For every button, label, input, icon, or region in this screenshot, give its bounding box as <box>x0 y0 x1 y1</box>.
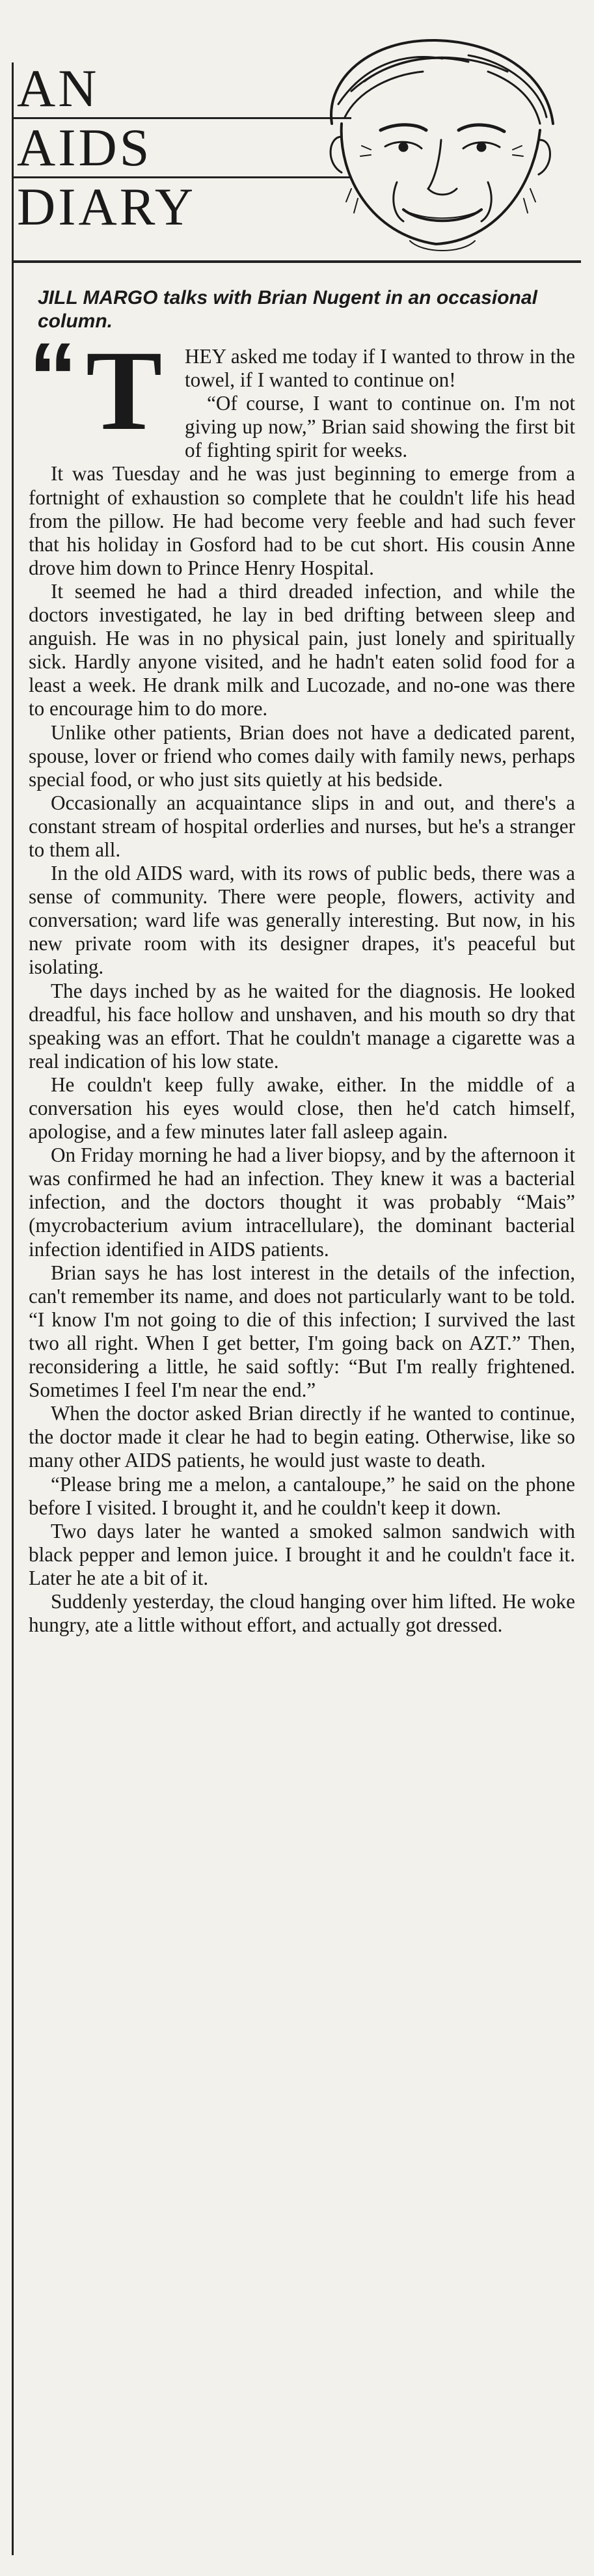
paragraph: “Please bring me a melon, a cantaloupe,” he said on the phone before I visited. I brought it, and he couldn't keep it down. <box>29 1472 575 1519</box>
paragraph: In the old AIDS ward, with its rows of public beds, there was a sense of community. There were people, flowers, activity and conversation; ward life was generally interesting. But now, in his new private room with its designer drapes, it's peaceful but isolating. <box>29 862 575 979</box>
paragraph: Brian says he has lost interest in the details of the infection, can't remember its name, and does not particularly want to be told. “I know I'm not going to die of this infection; I survived the last two all right. When I get better, I'm going back on AZT.” Then, reconsidering a little, he said softly: “But I'm really frightened. Sometimes I feel I'm near the end.” <box>29 1261 575 1402</box>
paragraph: Two days later he wanted a smoked salmon sandwich with black pepper and lemon juice. I brought it and he couldn't face it. Later he ate a bit of it. <box>29 1519 575 1589</box>
portrait-illustration <box>273 26 579 262</box>
paragraph: Occasionally an acquaintance slips in and out, and there's a constant stream of hospital orderlies and nurses, but he's a stranger to them all. <box>29 791 575 861</box>
paragraph: On Friday morning he had a liver biopsy, and by the afternoon it was confirmed he had an infection. They knew it was a bacterial infection, and the doctors thought it was probably “Mais” (mycrobacterium avium intracellulare), the dominant bacterial infection identified in AIDS patients. <box>29 1144 575 1261</box>
byline: JILL MARGO talks with Brian Nugent in an occasional column. <box>38 287 537 332</box>
paragraph: When the doctor asked Brian directly if he wanted to continue, the doctor made it clear he had to begin eating. Otherwise, like so many other AIDS patients, he would just waste to death. <box>29 1402 575 1472</box>
opening-quote-mark: “ <box>29 322 77 432</box>
paragraph: “Of course, I want to continue on. I'm not giving up now,” Brian said showing the first bit of fighting spirit for weeks. <box>185 392 575 462</box>
title-line-2: AIDS <box>13 119 351 178</box>
title-line-3: DIARY <box>17 177 196 236</box>
paragraph: He couldn't keep fully awake, either. In the middle of a conversation his eyes would close, then he'd catch himself, apologise, and a few minutes later fall asleep again. <box>29 1073 575 1144</box>
lead-paragraph: HEY asked me today if I wanted to throw in the towel, if I wanted to continue on! <box>185 345 575 392</box>
article-body <box>29 322 575 1637</box>
drop-cap-letter: T <box>86 327 163 454</box>
drop-cap <box>29 322 180 454</box>
paragraph: It seemed he had a third dreaded infection, and while the doctors investigated, he lay in bed drifting between sleep and anguish. He was in no physical pain, just lonely and spiritually sick. Hardly anyone visited, and he hadn't eaten solid food for a least a week. He drank milk and Lucozade, and no-one was there to encourage him to do more. <box>29 579 575 720</box>
paragraph: The days inched by as he waited for the diagnosis. He looked dreadful, his face hollow and unshaven, and his mouth so dry that speaking was an effort. That he couldn't manage a cigarette was a real indication of his low state. <box>29 979 575 1073</box>
paragraph: Suddenly yesterday, the cloud hanging over him lifted. He woke hungry, ate a little without effort, and actually got dressed. <box>29 1589 575 1637</box>
paragraph: It was Tuesday and he was just beginning to emerge from a fortnight of exhaustion so complete that he couldn't life his head from the pillow. He had become very feeble and had such fever that his holiday in Gosford had to be cut short. His cousin Anne drove him down to Prince Henry Hospital. <box>29 462 575 579</box>
column-rule <box>12 62 14 2555</box>
paragraph: Unlike other patients, Brian does not have a dedicated parent, spouse, lover or friend who comes daily with family news, perhaps special food, or who just sits quietly at his bedside. <box>29 720 575 791</box>
masthead-rule <box>12 260 581 263</box>
title-line-1: AN <box>13 60 351 119</box>
